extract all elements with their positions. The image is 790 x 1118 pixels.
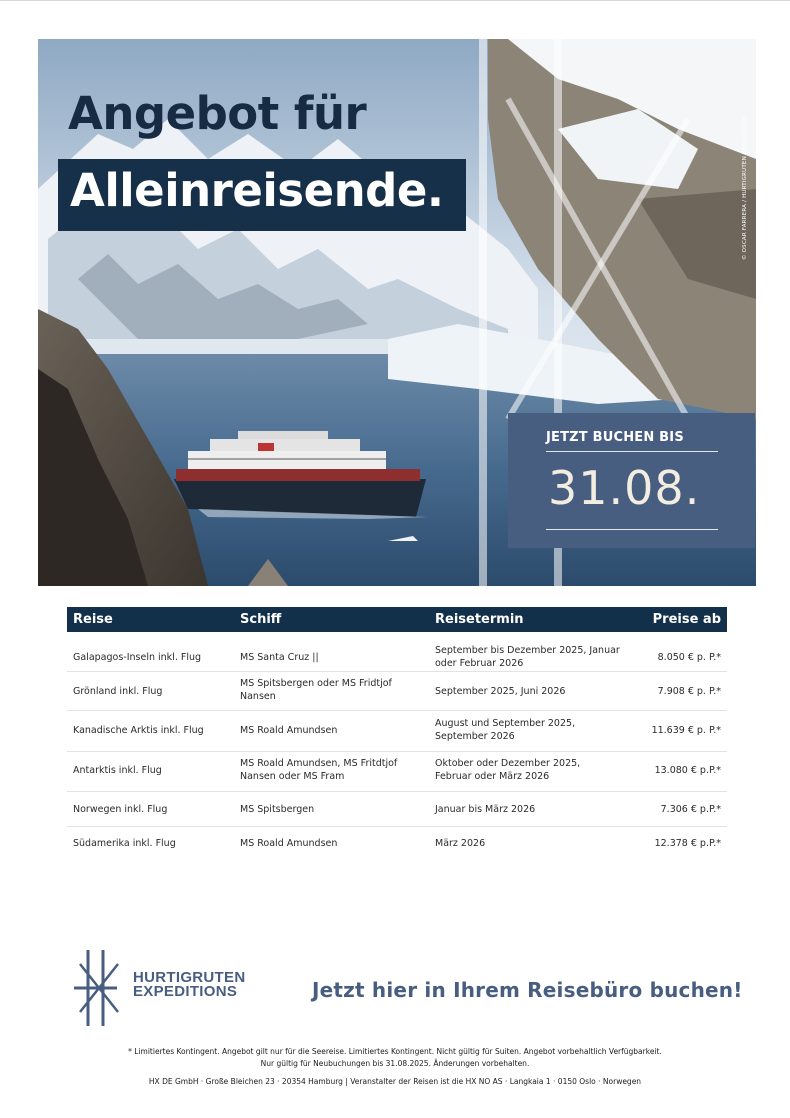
booking-deadline-label: JETZT BUCHEN BIS [546, 430, 684, 445]
cell-termin: September 2026 [435, 731, 515, 742]
cell-reise: Norwegen inkl. Flug [73, 804, 168, 815]
cell-termin: März 2026 [435, 838, 486, 849]
column-header-reise: Reise [73, 612, 113, 627]
cell-schiff: MS Santa Cruz || [240, 652, 319, 663]
table-row [67, 792, 727, 827]
offer-table [67, 607, 727, 859]
company-address: HX DE GmbH · Große Bleichen 23 · 20354 Hamburg | Veranstalter der Reisen ist die HX NO AS · Langkaia 1 · 0150 Oslo · Norwegen [148, 1077, 642, 1086]
call-to-action: Jetzt hier in Ihrem Reisebüro buchen! [312, 978, 743, 1002]
cell-schiff: Nansen [240, 691, 276, 702]
cell-termin: Oktober oder Dezember 2025, [435, 758, 581, 769]
cell-reise: Südamerika inkl. Flug [73, 838, 176, 849]
brand-name: HURTIGRUTEN EXPEDITIONS [133, 969, 246, 1000]
booking-deadline-date: 31.08. [548, 461, 701, 515]
cell-preis: 11.639 € p. P.* [651, 725, 721, 736]
cell-termin: August und September 2025, [435, 718, 576, 729]
table-row [67, 632, 727, 672]
table-row [67, 672, 727, 711]
column-header-preise: Preise ab [652, 612, 721, 627]
cell-reise: Antarktis inkl. Flug [73, 765, 162, 776]
cell-termin: Januar bis März 2026 [435, 804, 536, 815]
cell-reise: Kanadische Arktis inkl. Flug [73, 725, 204, 736]
cell-schiff: MS Roald Amundsen [240, 725, 338, 736]
cell-schiff: Nansen oder MS Fram [240, 771, 345, 782]
cell-termin: September 2025, Juni 2026 [435, 686, 566, 697]
cell-preis: 12.378 € p.P.* [654, 838, 721, 849]
cell-schiff: MS Roald Amundsen [240, 838, 338, 849]
table-header [67, 607, 727, 632]
table-row [67, 827, 727, 859]
footnote-line-2: Nur gültig für Neubuchungen bis 31.08.2025. Änderungen vorbehalten. [260, 1059, 530, 1068]
cell-schiff: MS Spitsbergen oder MS Fridtjof [240, 678, 392, 689]
cell-termin: Februar oder März 2026 [435, 771, 550, 782]
column-header-reisetermin: Reisetermin [435, 612, 524, 627]
cell-termin: oder Februar 2026 [435, 658, 524, 669]
cell-termin: September bis Dezember 2025, Januar [435, 645, 620, 656]
cell-preis: 7.306 € p.P.* [660, 804, 721, 815]
cell-reise: Grönland inkl. Flug [73, 686, 163, 697]
cell-preis: 8.050 € p. P.* [657, 652, 721, 663]
column-header-schiff: Schiff [240, 612, 282, 627]
cell-preis: 13.080 € p.P.* [654, 765, 721, 776]
table-row [67, 711, 727, 752]
divider [546, 529, 718, 530]
cell-schiff: MS Roald Amundsen, MS Fritdtjof [240, 758, 398, 769]
cell-schiff: MS Spitsbergen [240, 804, 315, 815]
footnote-line-1: * Limitiertes Kontingent. Angebot gilt nur für die Seereise. Limitiertes Kontingent. Nicht gültig für Suiten. Angebot vorbehaltlich Verfügbarkeit. [128, 1047, 662, 1056]
photo-credit: © OSCAR FARRERA / HURTIGRUTEN EXPEDITIONS [742, 115, 748, 260]
cell-reise: Galapagos-Inseln inkl. Flug [73, 652, 202, 663]
top-border [0, 0, 790, 1]
table-row [67, 752, 727, 792]
page-title-line-1: Angebot für [68, 87, 367, 140]
divider [546, 451, 718, 452]
page-title-line-2: Alleinreisende. [70, 164, 444, 217]
cell-preis: 7.908 € p. P.* [657, 686, 721, 697]
